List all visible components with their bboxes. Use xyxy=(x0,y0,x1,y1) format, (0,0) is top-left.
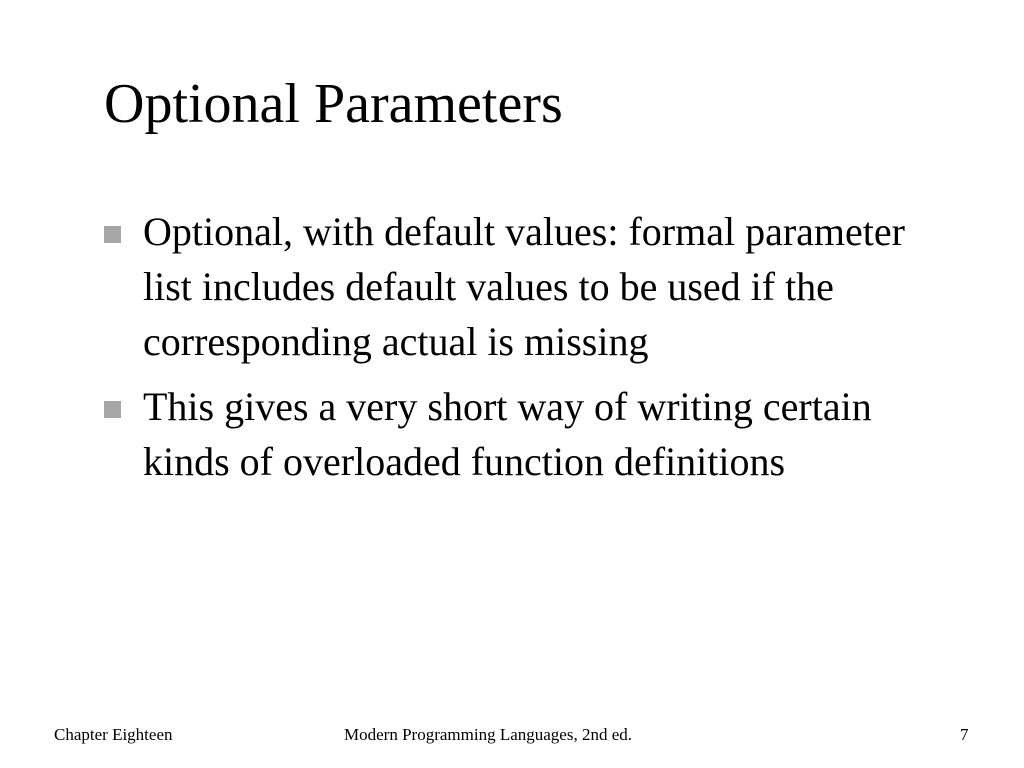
slide-title: Optional Parameters xyxy=(104,73,563,135)
bullet-list xyxy=(104,204,944,499)
footer-book-title: Modern Programming Languages, 2nd ed. xyxy=(344,725,632,744)
footer-chapter: Chapter Eighteen xyxy=(54,725,173,744)
square-bullet-icon xyxy=(104,401,121,418)
footer-page-number: 7 xyxy=(960,725,969,744)
square-bullet-icon xyxy=(104,226,121,243)
bullet-text: This gives a very short way of writing certain kinds of overloaded function definitions xyxy=(143,384,872,484)
bullet-item xyxy=(104,204,944,369)
bullet-text: Optional, with default values: formal parameter list includes default values to be used if the corresponding actual is missing xyxy=(143,209,905,364)
bullet-item xyxy=(104,379,944,489)
